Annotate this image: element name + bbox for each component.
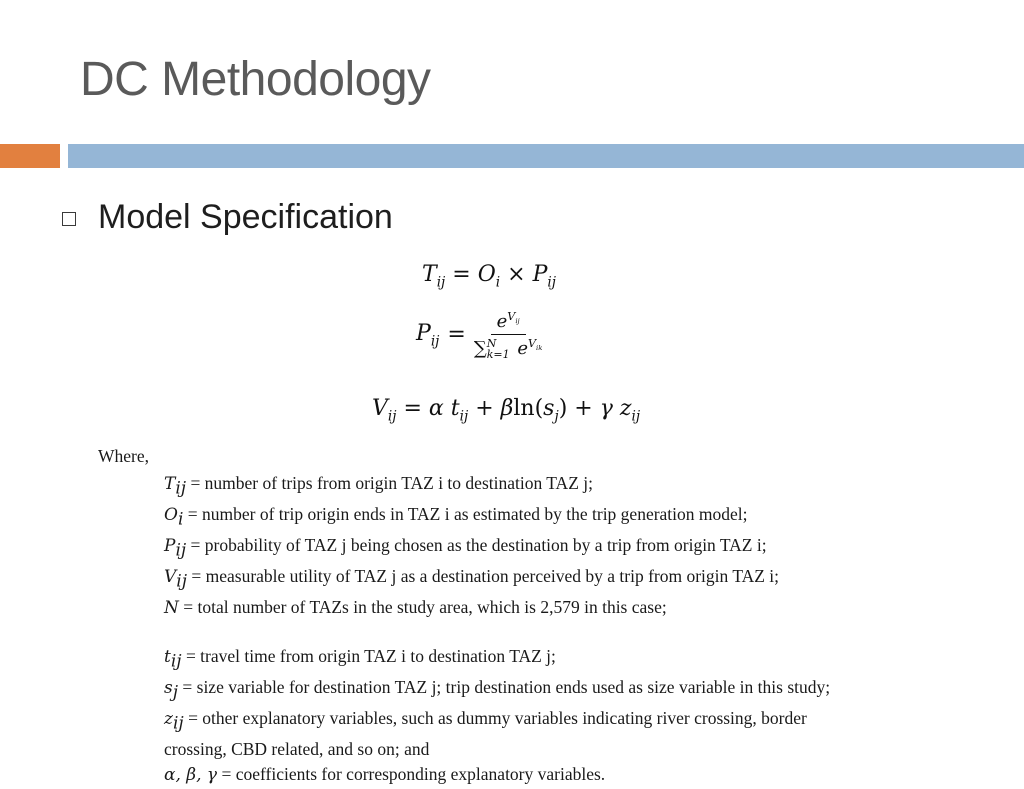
eq3-equals: = [403, 396, 422, 421]
eq2-sum-symbol: ∑ [473, 338, 487, 359]
eq2-den-base: e [517, 338, 528, 359]
eq2-sum-top: N [486, 336, 497, 350]
definition-row [164, 675, 830, 706]
definition-continuation: crossing, CBD related, and so on; and [164, 738, 430, 759]
def-symbol-sub: ij [172, 713, 184, 733]
eq3-gamma: γ [599, 396, 613, 421]
def-symbol: t [164, 646, 171, 667]
def-symbol: s [164, 677, 173, 698]
eq2-den-exp: V [527, 337, 537, 350]
variable-definitions [98, 446, 830, 789]
eq2-den-exp-sub: ik [536, 344, 543, 353]
eq3-s: s [543, 396, 555, 421]
eq2-num-base: e [496, 311, 508, 332]
def-symbol: P [164, 536, 176, 556]
eq2-equals: = [447, 322, 466, 348]
eq1-times: × [507, 262, 526, 287]
def-symbol-sub: ij [176, 571, 187, 592]
def-text: = measurable utility of TAZ j as a destination perceived by a trip from origin TAZ i; [187, 566, 780, 586]
eq1-o: O [477, 262, 496, 287]
eq2-num-exp-sub: ij [515, 317, 520, 326]
def-symbol-sub: ij [170, 651, 182, 671]
def-symbol: N [164, 598, 179, 618]
eq3-s-sub: j [554, 408, 559, 425]
eq3-t-sub: ij [459, 408, 469, 425]
def-text: = travel time from origin TAZ i to destination TAZ j; [181, 645, 556, 666]
bullet-model-specification: Model Specification [98, 198, 393, 236]
eq1-lhs: T [422, 262, 437, 287]
where-label: Where, [98, 446, 150, 466]
accent-bar-orange [0, 144, 60, 168]
eq2-num-exp: V [507, 310, 516, 323]
eq1-lhs-sub: ij [436, 274, 446, 291]
equation-probability [416, 310, 542, 360]
def-symbol: z [164, 708, 173, 729]
eq3-z: z [619, 396, 632, 421]
def-symbol-sub: ij [175, 478, 187, 499]
def-text: = other explanatory variables, such as dummy variables indicating river crossing, border [183, 707, 807, 728]
def-text: = total number of TAZs in the study area, which is 2,579 in this case; [178, 597, 667, 617]
eq2-denominator [474, 335, 543, 360]
eq1-o-sub: i [495, 274, 501, 291]
eq3-lhs: V [372, 396, 388, 421]
definition-row [164, 533, 830, 564]
def-symbol: T [164, 474, 176, 494]
def-text: = size variable for destination TAZ j; trip destination ends used as size variable in this study; [178, 676, 831, 697]
eq3-plus-1: + [475, 396, 494, 421]
eq3-plus-2: + [574, 396, 593, 421]
eq1-p-sub: ij [547, 274, 556, 291]
eq1-p: P [532, 262, 548, 287]
slide-title: DC Methodology [80, 53, 431, 106]
eq3-t: t [450, 396, 460, 421]
definition-row [164, 471, 830, 502]
eq3-alpha: α [428, 396, 444, 421]
equation-trip-distribution [422, 262, 556, 290]
def-text: = coefficients for corresponding explanatory variables. [217, 764, 606, 784]
def-symbol-sub: j [172, 682, 179, 702]
eq2-lhs: P [416, 320, 431, 346]
def-symbol: V [164, 567, 177, 587]
eq3-beta: β [500, 396, 514, 421]
eq2-fraction [474, 310, 543, 360]
eq3-ln: ln( [513, 396, 544, 421]
eq1-equals: = [452, 262, 471, 287]
definition-row [164, 706, 830, 737]
def-symbol-sub: ij [175, 540, 187, 561]
def-text: = number of trip origin ends in TAZ i as estimated by the trip generation model; [183, 504, 748, 524]
equation-utility [372, 396, 640, 424]
definition-row [164, 644, 830, 675]
accent-bar-blue [68, 144, 1024, 168]
eq3-close-paren: ) [558, 396, 568, 421]
eq2-numerator [491, 310, 526, 335]
eq3-z-sub: ij [631, 408, 641, 425]
eq2-lhs-sub: ij [430, 332, 440, 349]
definition-row [164, 564, 830, 595]
def-symbol: α, β, γ [164, 765, 218, 785]
def-text: = probability of TAZ j being chosen as the destination by a trip from origin TAZ i; [186, 535, 767, 555]
square-bullet-icon [62, 212, 76, 226]
def-symbol: O [164, 505, 178, 525]
eq2-sum-bottom: k=1 [486, 347, 510, 361]
eq3-lhs-sub: ij [387, 408, 397, 425]
definition-row [164, 762, 830, 789]
definition-row [164, 595, 830, 622]
def-text: = number of trips from origin TAZ i to destination TAZ j; [186, 473, 593, 493]
def-symbol-sub: i [177, 509, 184, 530]
definition-row [164, 502, 830, 533]
